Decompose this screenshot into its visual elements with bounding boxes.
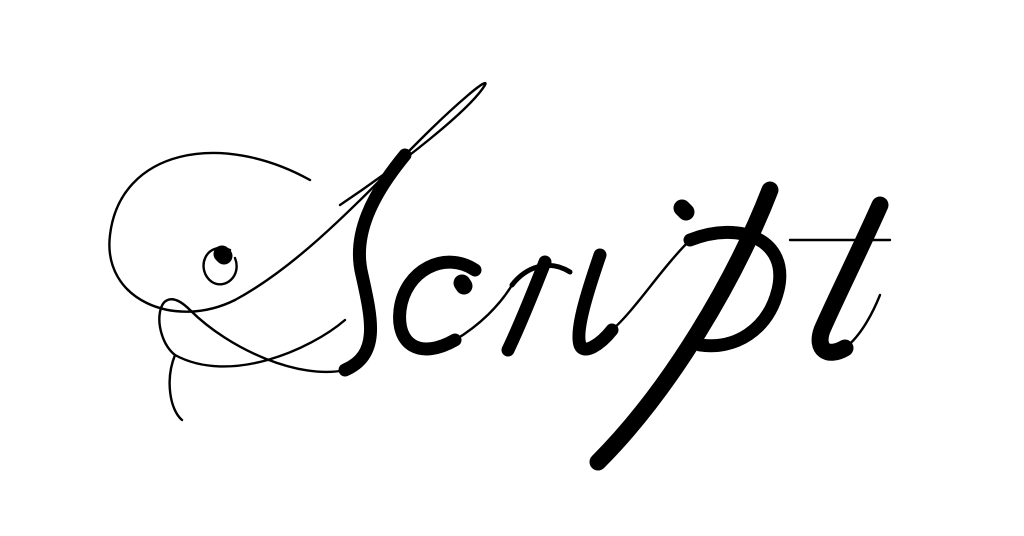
letter-s-lower-loop	[159, 299, 345, 372]
letter-t-stem	[820, 205, 880, 352]
letter-s-spine	[345, 155, 405, 370]
letter-s-upper-swash	[109, 153, 310, 312]
letter-t-exit	[845, 295, 880, 348]
letter-s-tail	[170, 355, 182, 420]
letter-i-dot	[682, 208, 686, 212]
script-strokes	[109, 83, 890, 462]
letter-i-stem	[579, 255, 612, 349]
letter-r-stem	[508, 262, 545, 350]
letter-c-ball	[462, 283, 464, 286]
letter-s-dot	[222, 254, 224, 256]
letter-p-connector	[612, 240, 690, 330]
